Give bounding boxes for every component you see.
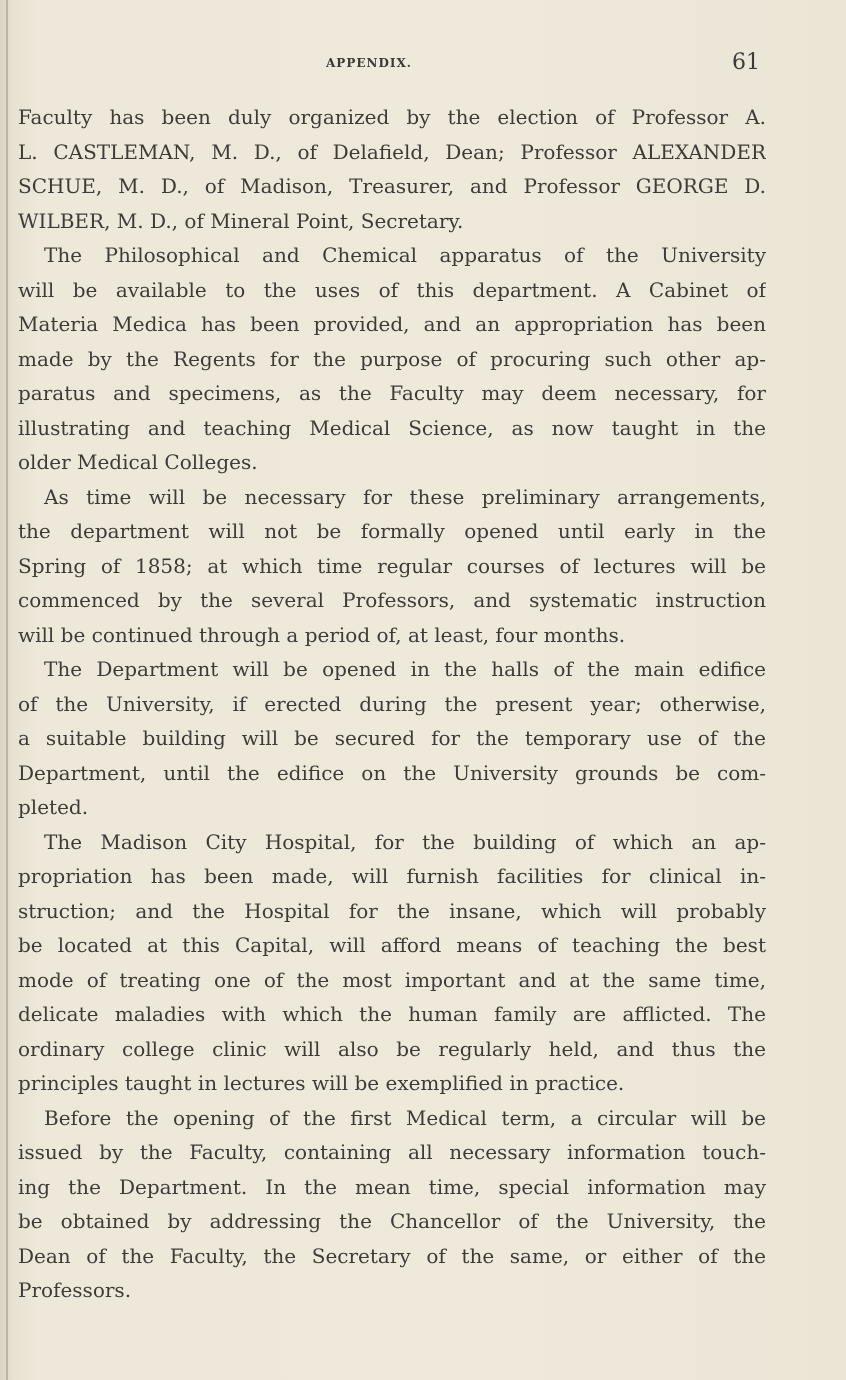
text-line: The Philosophical and Chemical apparatus of the University — [44, 243, 766, 267]
text-line: issued by the Faculty, containing all necessary information touch- — [18, 1140, 766, 1164]
text-line: Department, until the edifice on the University grounds be com- — [18, 760, 766, 785]
text-line: principles taught in lectures will be exemplified in practice. — [18, 1071, 625, 1095]
text-line: ordinary college clinic will also be regularly held, and thus the — [18, 1036, 766, 1061]
text-line: mode of treating one of the most important and at the same time, — [18, 967, 766, 992]
text-line: Spring of 1858; at which time regular courses of lectures will be — [18, 553, 766, 578]
text-line: a suitable building will be secured for the temporary use of the — [18, 726, 766, 750]
running-head: APPENDIX. — [326, 56, 412, 70]
text-line: Dean of the Faculty, the Secretary of the same, or either of the — [18, 1243, 766, 1268]
text-line: Professors. — [18, 1278, 132, 1302]
text-line: the department will not be formally opened until early in the — [18, 519, 766, 543]
text-line: older Medical Colleges. — [18, 450, 258, 474]
text-line: The Madison City Hospital, for the building of which an ap- — [44, 829, 766, 854]
text-line: Materia Medica has been provided, and an appropriation has been — [18, 312, 766, 336]
text-line: illustrating and teaching Medical Science, as now taught in the — [18, 415, 766, 440]
page-gutter-edge — [6, 0, 8, 1380]
text-line: be located at this Capital, will afford means of teaching the best — [18, 933, 766, 957]
text-line: Before the opening of the first Medical term, a circular will be — [44, 1105, 766, 1130]
text-line: will be available to the uses of this department. A Cabinet of — [18, 277, 766, 302]
text-line: L. CASTLEMAN, M. D., of Delafield, Dean; Professor ALEXANDER — [18, 139, 766, 164]
text-line: paratus and specimens, as the Faculty may deem necessary, for — [18, 381, 766, 405]
text-line: As time will be necessary for these preliminary arrangements, — [44, 484, 766, 509]
text-line: Faculty has been duly organized by the election of Professor A. — [18, 105, 766, 129]
text-line: ing the Department. In the mean time, special information may — [18, 1174, 766, 1199]
text-line: struction; and the Hospital for the insane, which will probably — [18, 898, 766, 923]
text-line: made by the Regents for the purpose of procuring such other ap- — [18, 346, 766, 371]
page-number: 61 — [732, 50, 760, 75]
text-line: SCHUE, M. D., of Madison, Treasurer, and Professor GEORGE D. — [18, 174, 766, 198]
text-line: delicate maladies with which the human family are afflicted. The — [18, 1002, 766, 1026]
page-header — [0, 50, 846, 80]
text-line: WILBER, M. D., of Mineral Point, Secretary. — [18, 208, 464, 233]
text-line: The Department will be opened in the halls of the main edifice — [44, 657, 766, 681]
text-line: pleted. — [18, 795, 89, 819]
page-body — [18, 100, 766, 1308]
text-line: of the University, if erected during the present year; otherwise, — [18, 691, 766, 716]
text-line: will be continued through a period of, at least, four months. — [18, 622, 626, 647]
text-line: be obtained by addressing the Chancellor of the University, the — [18, 1209, 766, 1233]
text-line: propriation has been made, will furnish facilities for clinical in- — [18, 864, 766, 888]
text-line: commenced by the several Professors, and systematic instruction — [18, 588, 766, 612]
